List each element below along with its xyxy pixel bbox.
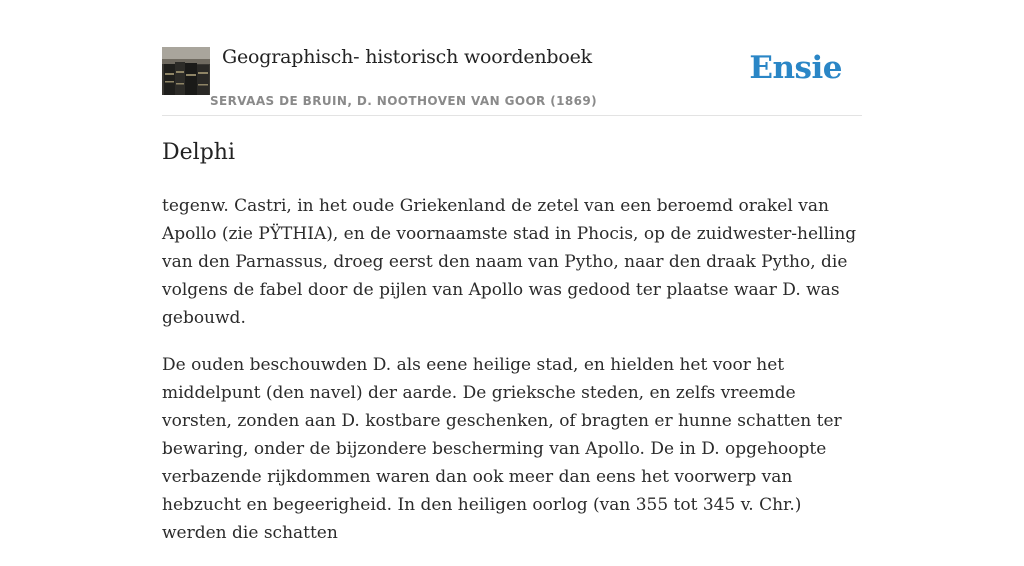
entry-paragraph: tegenw. Castri, in het oude Griekenland de zetel van een beroemd orakel van Apollo (zie PŸTHIA), en de voornaamste stad in Phocis, op de zuidwester-helling van den Parnassus, droeg eerst den naam van Pytho, naar den draak Pytho, die volgens de fabel door de pijlen van Apollo was gedood ter plaatse waar D. was gebouwd. bbox=[162, 196, 857, 328]
entry-body bbox=[162, 192, 862, 566]
books-photo-graphic bbox=[162, 47, 210, 95]
entry-paragraph: De ouden beschouwden D. als eene heilige stad, en hielden het voor het middelpunt (den navel) der aarde. De grieksche steden, en zelfs vreemde vorsten, zonden aan D. kostbare geschenken, of bragten er hunne schatten ter bewaring, onder de bijzondere bescherming van Apollo. De in D. opgehoopte verbazende rijkdommen waren dan ook meer dan eens het voorwerp van hebzucht en begeerigheid. In den heiligen oorlog (van 355 tot 345 v. Chr.) werden die schatten bbox=[162, 355, 842, 543]
book-author-year: SERVAAS DE BRUIN, D. NOOTHOVEN VAN GOOR (1869) bbox=[210, 94, 598, 108]
entry-title: Delphi bbox=[162, 140, 235, 165]
book-header bbox=[162, 0, 862, 116]
book-title[interactable]: Geographisch- historisch woordenboek bbox=[222, 46, 592, 68]
books-photo-icon[interactable] bbox=[162, 47, 210, 95]
ensie-logo[interactable]: Ensie bbox=[749, 50, 842, 86]
